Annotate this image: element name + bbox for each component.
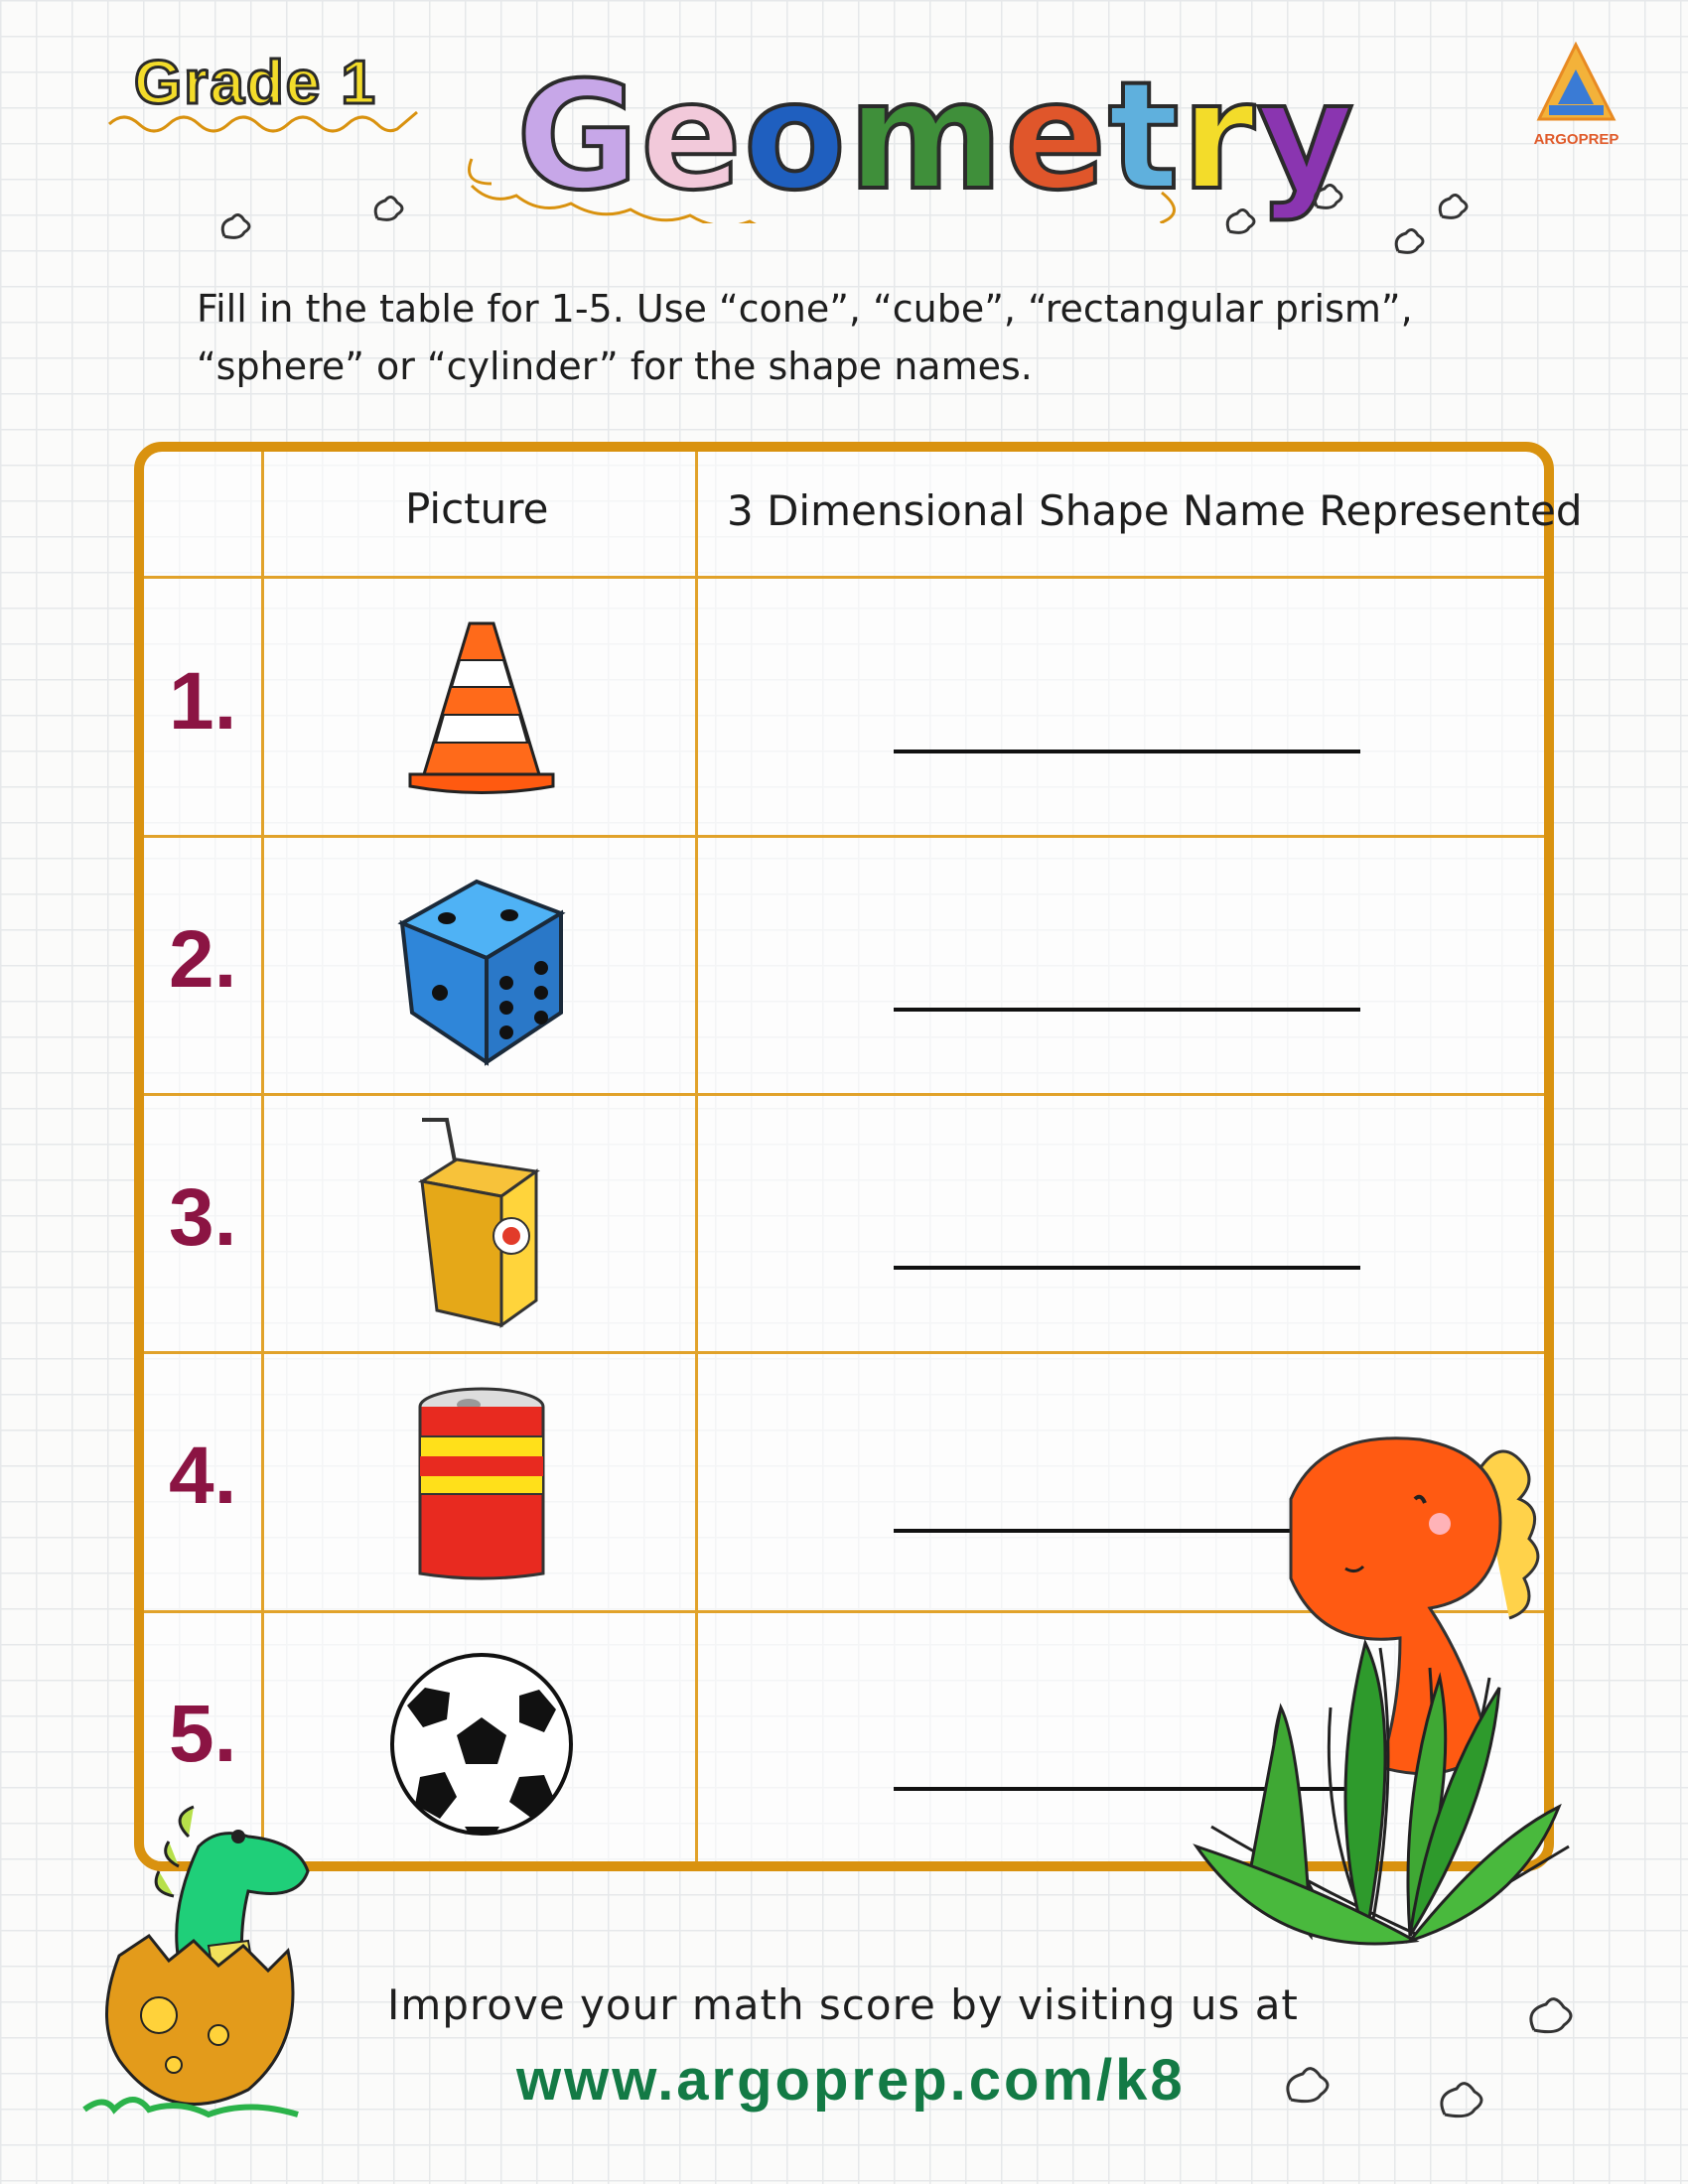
answer-line-2[interactable] bbox=[894, 1008, 1360, 1012]
doodle-swirl-icon bbox=[1281, 2060, 1331, 2110]
doodle-swirl-icon bbox=[369, 191, 405, 226]
dice-icon bbox=[392, 874, 571, 1067]
juice-box-icon bbox=[417, 1112, 546, 1330]
column-header-shape-name: 3 Dimensional Shape Name Represented bbox=[727, 486, 1583, 535]
footer-url-link[interactable]: www.argoprep.com/k8 bbox=[516, 2048, 1186, 2113]
soda-can-icon bbox=[407, 1385, 556, 1583]
doodle-swirl-icon bbox=[1435, 2075, 1484, 2124]
orange-dinosaur-with-plant-illustration bbox=[1192, 1410, 1579, 1966]
table-row-divider bbox=[144, 835, 1544, 838]
title-letter: y bbox=[1256, 51, 1356, 223]
title-letter: r bbox=[1181, 51, 1257, 223]
table-column-divider bbox=[695, 452, 698, 1861]
logo-text: ARGOPREP bbox=[1533, 131, 1619, 148]
argoprep-logo[interactable] bbox=[1519, 40, 1633, 169]
title-letter: o bbox=[743, 51, 848, 223]
doodle-swirl-icon bbox=[1390, 223, 1426, 259]
title-cloud-outline bbox=[452, 124, 1256, 223]
grade-underline-cloud bbox=[104, 104, 422, 144]
table-column-divider bbox=[261, 452, 264, 1861]
doodle-swirl-icon bbox=[1434, 189, 1470, 224]
doodle-swirl-icon bbox=[216, 208, 252, 244]
row-number: 2. bbox=[169, 914, 237, 1005]
green-dinosaur-in-egg-illustration bbox=[79, 1797, 338, 2124]
instructions-text: Fill in the table for 1-5. Use “cone”, “cube”, “rectangular prism”, “sphere” or “cylinder” for the shape names. bbox=[197, 287, 1413, 388]
title-letter: m bbox=[847, 51, 1006, 223]
row-number: 1. bbox=[169, 656, 237, 747]
doodle-swirl-icon bbox=[1221, 204, 1257, 239]
traffic-cone-icon bbox=[402, 615, 561, 804]
answer-line-3[interactable] bbox=[894, 1266, 1360, 1270]
title-letter: t bbox=[1107, 51, 1182, 223]
table-row-divider bbox=[144, 1093, 1544, 1096]
grade-label: Grade 1 bbox=[134, 49, 377, 117]
title-letter: e bbox=[1005, 51, 1108, 223]
doodle-swirl-icon bbox=[1524, 1990, 1574, 2040]
title-letter: G bbox=[516, 51, 641, 223]
table-row-divider bbox=[144, 1351, 1544, 1354]
soccer-ball-icon bbox=[385, 1648, 578, 1841]
answer-line-1[interactable] bbox=[894, 750, 1360, 753]
column-header-picture: Picture bbox=[405, 484, 549, 533]
title-letter: e bbox=[640, 51, 744, 223]
doodle-swirl-icon bbox=[1309, 179, 1344, 214]
logo-icon bbox=[1519, 40, 1633, 134]
table-row-divider bbox=[144, 576, 1544, 579]
row-number: 4. bbox=[169, 1431, 237, 1521]
footer-text: Improve your math score by visiting us at bbox=[387, 1980, 1299, 2029]
row-number: 5. bbox=[169, 1689, 237, 1779]
row-number: 3. bbox=[169, 1172, 237, 1263]
